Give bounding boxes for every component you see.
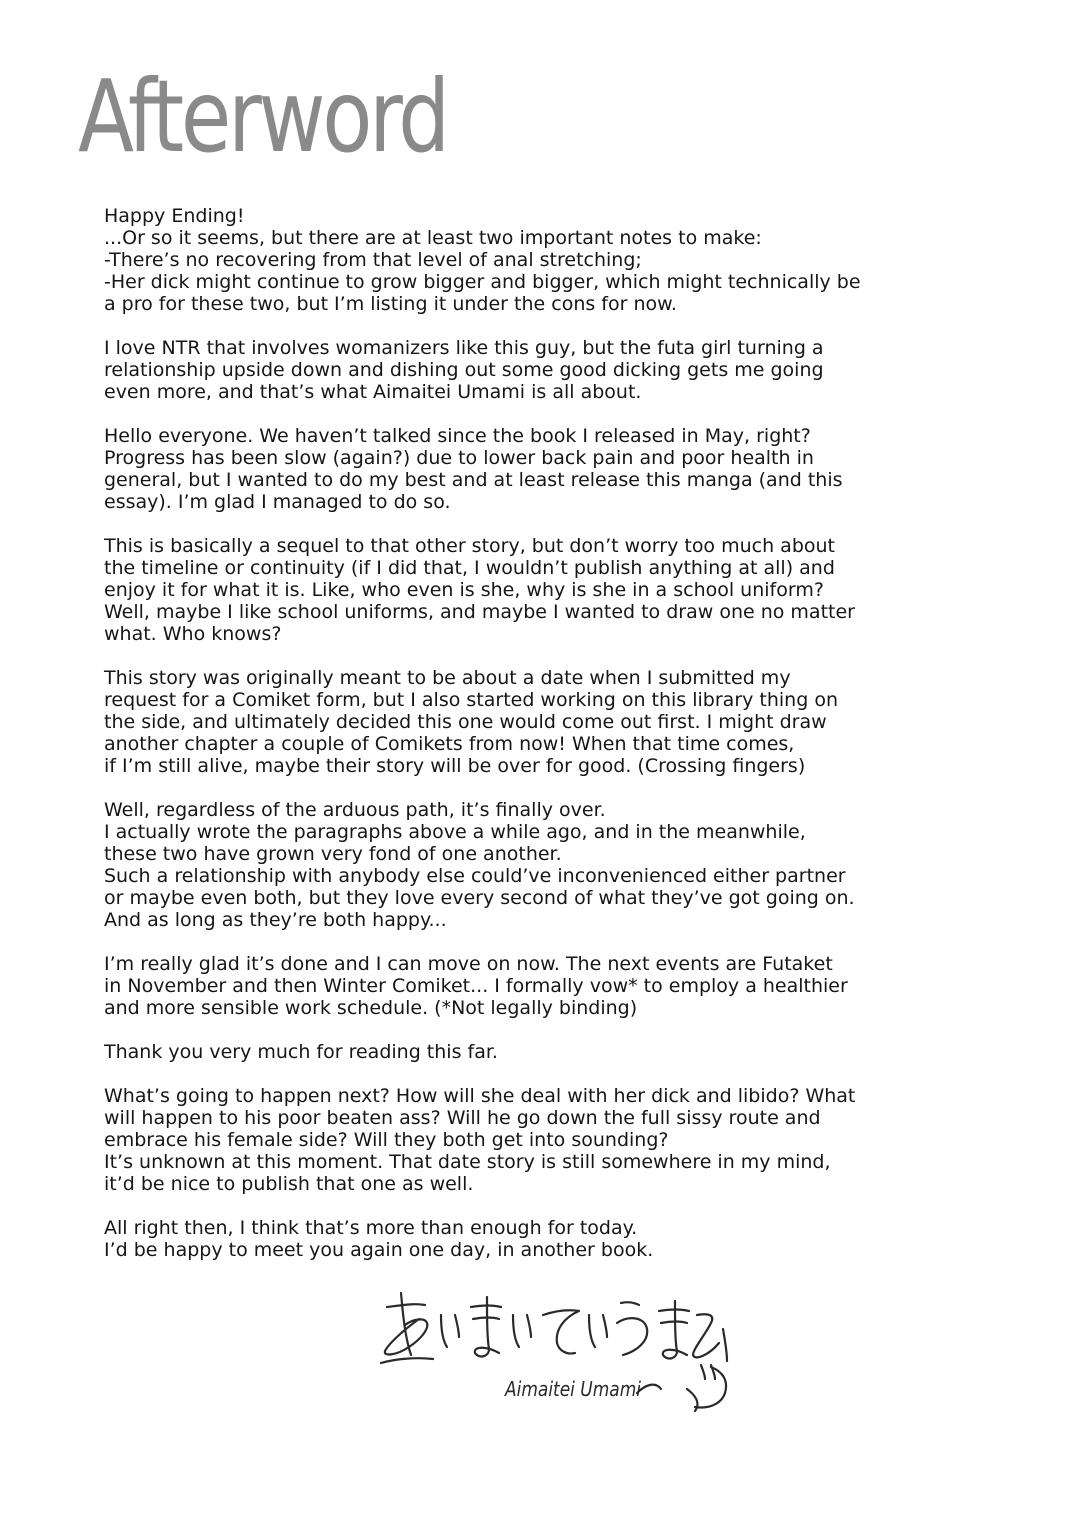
text-line: relationship upside down and dishing out some good dicking gets me going xyxy=(104,359,824,381)
text-line: -Her dick might continue to grow bigger and bigger, which might technically be xyxy=(104,271,861,293)
text-line: it’d be nice to publish that one as well. xyxy=(104,1173,474,1195)
author-signature xyxy=(375,1285,755,1425)
text-line: these two have grown very fond of one another. xyxy=(104,843,562,865)
text-line: Well, regardless of the arduous path, it’s finally over. xyxy=(104,799,606,821)
text-line: This is basically a sequel to that other story, but don’t worry too much about xyxy=(104,535,835,557)
text-line: And as long as they’re both happy... xyxy=(104,909,447,931)
paragraph xyxy=(104,667,884,777)
paragraph xyxy=(104,205,884,315)
paragraph xyxy=(104,799,884,931)
text-line: Hello everyone. We haven’t talked since the book I released in May, right? xyxy=(104,425,811,447)
paragraph xyxy=(104,425,884,513)
text-line: Happy Ending! xyxy=(104,205,245,227)
text-line: essay). I’m glad I managed to do so. xyxy=(104,491,451,513)
text-line: I’d be happy to meet you again one day, in another book. xyxy=(104,1239,654,1261)
text-line: even more, and that’s what Aimaitei Umami is all about. xyxy=(104,381,642,403)
text-line: It’s unknown at this moment. That date story is still somewhere in my mind, xyxy=(104,1151,831,1173)
text-line: All right then, I think that’s more than enough for today. xyxy=(104,1217,638,1239)
text-line: What’s going to happen next? How will she deal with her dick and libido? What xyxy=(104,1085,856,1107)
text-line: the side, and ultimately decided this one would come out first. I might draw xyxy=(104,711,827,733)
paragraph xyxy=(104,1217,884,1261)
paragraph xyxy=(104,953,884,1019)
signature-name: Aimaitei Umami xyxy=(505,1377,642,1401)
text-line: embrace his female side? Will they both get into sounding? xyxy=(104,1129,669,1151)
text-line: I actually wrote the paragraphs above a while ago, and in the meanwhile, xyxy=(104,821,806,843)
text-line: general, but I wanted to do my best and at least release this manga (and this xyxy=(104,469,843,491)
text-line: Thank you very much for reading this far. xyxy=(104,1041,498,1063)
text-line: ...Or so it seems, but there are at least two important notes to make: xyxy=(104,227,762,249)
afterword-body xyxy=(104,205,884,1283)
paragraph xyxy=(104,337,884,403)
text-line: will happen to his poor beaten ass? Will he go down the full sissy route and xyxy=(104,1107,821,1129)
text-line: in November and then Winter Comiket... I formally vow* to employ a healthier xyxy=(104,975,848,997)
page-title: Afterword xyxy=(78,58,447,175)
paragraph xyxy=(104,535,884,645)
text-line: Well, maybe I like school uniforms, and maybe I wanted to draw one no matter xyxy=(104,601,855,623)
signature-handwriting xyxy=(375,1285,755,1425)
text-line: and more sensible work schedule. (*Not legally binding) xyxy=(104,997,638,1019)
text-line: Progress has been slow (again?) due to lower back pain and poor health in xyxy=(104,447,814,469)
paragraph xyxy=(104,1085,884,1195)
text-line: -There’s no recovering from that level of anal stretching; xyxy=(104,249,642,271)
text-line: another chapter a couple of Comikets from now! When that time comes, xyxy=(104,733,795,755)
text-line: what. Who knows? xyxy=(104,623,282,645)
text-line: I love NTR that involves womanizers like this guy, but the futa girl turning a xyxy=(104,337,824,359)
paragraph xyxy=(104,1041,884,1063)
text-line: I’m really glad it’s done and I can move on now. The next events are Futaket xyxy=(104,953,833,975)
text-line: a pro for these two, but I’m listing it under the cons for now. xyxy=(104,293,677,315)
text-line: the timeline or continuity (if I did that, I wouldn’t publish anything at all) and xyxy=(104,557,835,579)
text-line: This story was originally meant to be about a date when I submitted my xyxy=(104,667,791,689)
text-line: Such a relationship with anybody else could’ve inconvenienced either partner xyxy=(104,865,846,887)
text-line: or maybe even both, but they love every second of what they’ve got going on. xyxy=(104,887,855,909)
text-line: enjoy it for what it is. Like, who even is she, why is she in a school uniform? xyxy=(104,579,824,601)
text-line: request for a Comiket form, but I also started working on this library thing on xyxy=(104,689,838,711)
text-line: if I’m still alive, maybe their story will be over for good. (Crossing fingers) xyxy=(104,755,806,777)
